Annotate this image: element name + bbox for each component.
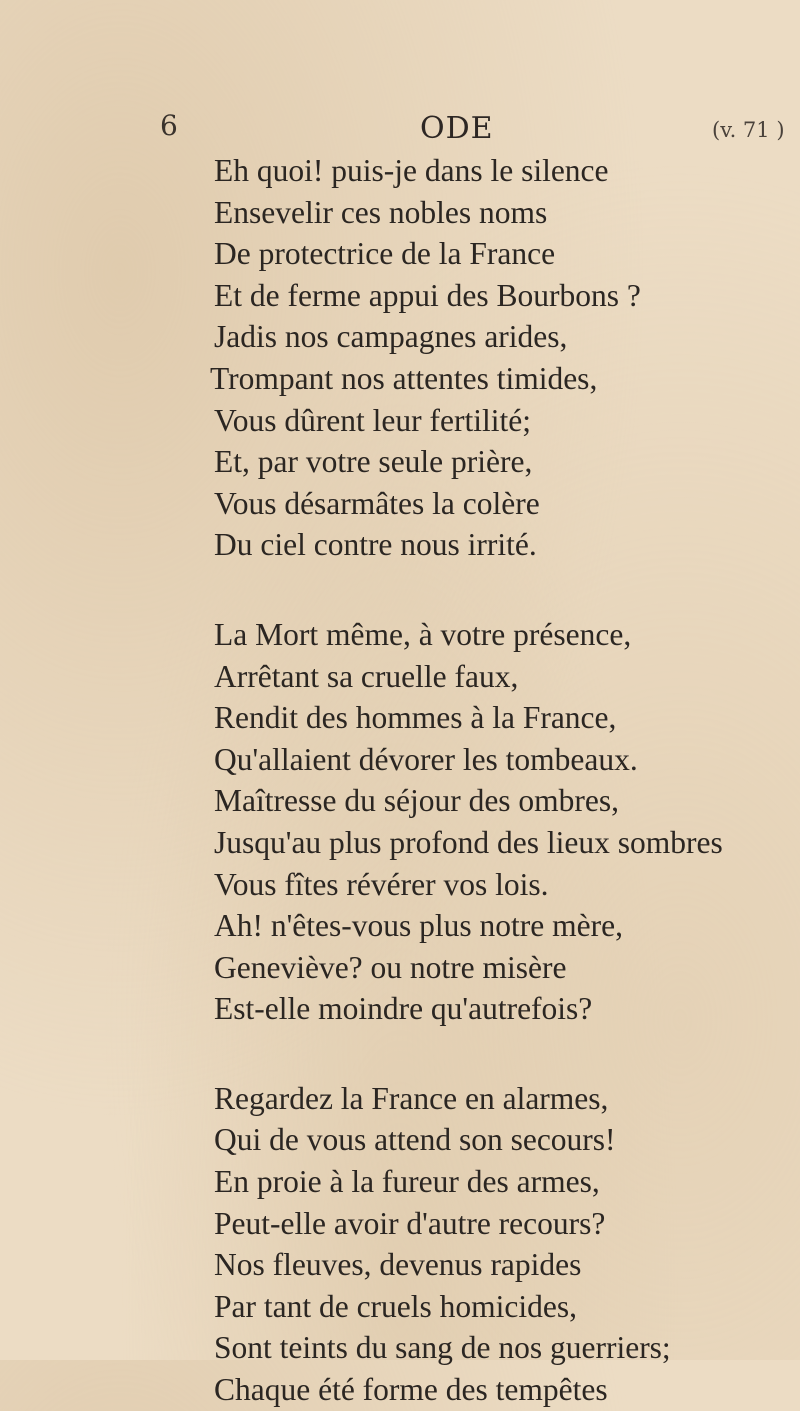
verse-line: Par tant de cruels homicides, xyxy=(214,1288,578,1324)
verse-line: Et, par votre seule prière, xyxy=(214,444,533,480)
running-title: ODE xyxy=(420,111,494,146)
verse-line: Ah! n'êtes-vous plus notre mère, xyxy=(214,908,623,944)
page-number: 6 xyxy=(160,109,178,142)
verse-line: En proie à la fureur des armes, xyxy=(214,1164,600,1200)
verse-line: Eh quoi! puis-je dans le silence xyxy=(214,153,609,188)
verse-line: Jadis nos campagnes arides, xyxy=(214,319,568,355)
verse-line: Regardez la France en alarmes, xyxy=(214,1080,609,1116)
verse-line: Et de ferme appui des Bourbons ? xyxy=(214,277,641,313)
stanza-3 xyxy=(214,1078,794,1411)
verse-line: De protectrice de la France xyxy=(214,236,556,272)
verse-line: Vous fîtes révérer vos lois. xyxy=(214,866,549,902)
verse-line: Du ciel contre nous irrité. xyxy=(214,527,537,563)
poem-body xyxy=(210,150,794,1411)
verse-line: Geneviève? ou notre misère xyxy=(214,949,567,985)
verse-line: Vous désarmâtes la colère xyxy=(214,485,540,521)
verse-line: Arrêtant sa cruelle faux, xyxy=(214,658,519,694)
stanza-1 xyxy=(210,150,794,566)
stanza-2 xyxy=(214,614,794,1030)
verse-line: Maîtresse du séjour des ombres, xyxy=(214,783,620,819)
verse-line: Vous dûrent leur fertilité; xyxy=(214,402,531,438)
verse-line: Ensevelir ces nobles noms xyxy=(214,194,548,230)
verse-line: Chaque été forme des tempêtes xyxy=(214,1372,608,1408)
verse-reference: (v. 71 ) xyxy=(712,118,785,142)
verse-line: Qui de vous attend son secours! xyxy=(214,1122,616,1158)
verse-line: La Mort même, à votre présence, xyxy=(214,616,632,652)
verse-line: Est-elle moindre qu'autrefois? xyxy=(214,991,593,1027)
verse-line: Sont teints du sang de nos guerriers; xyxy=(214,1330,671,1366)
verse-line: Nos fleuves, devenus rapides xyxy=(214,1247,582,1283)
verse-line: Qu'allaient dévorer les tombeaux. xyxy=(214,741,638,777)
verse-line: Peut-elle avoir d'autre recours? xyxy=(214,1205,606,1241)
verse-line: Jusqu'au plus profond des lieux sombres xyxy=(214,824,723,860)
verse-line: Trompant nos attentes timides, xyxy=(210,360,598,396)
verse-line: Rendit des hommes à la France, xyxy=(214,700,617,736)
